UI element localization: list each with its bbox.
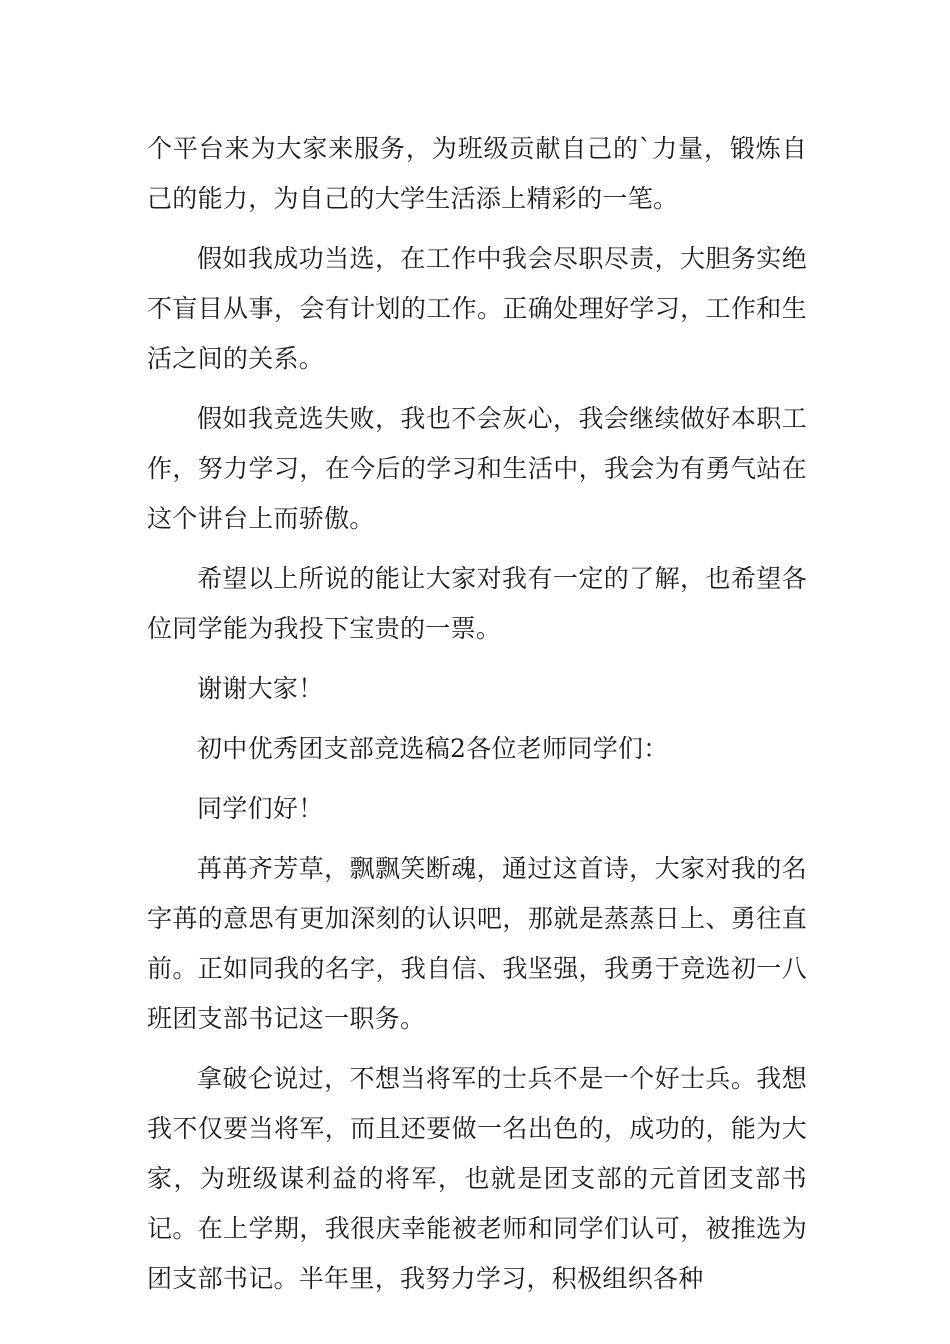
paragraph-if-elected: 假如我成功当选，在工作中我会尽职尽责，大胆务实绝不盲目从事，会有计划的工作。正确处理好学习，工作和生活之间的关系。: [147, 244, 807, 373]
paragraph-speech-2-heading: 初中优秀团支部竞选稿2各位老师同学们：: [197, 734, 669, 763]
paragraph-continuation: 个平台来为大家来服务，为班级贡献自己的`力量，锻炼自己的能力，为自己的大学生活添上精彩的一笔。: [147, 134, 807, 213]
paragraph-thanks: 谢谢大家！: [197, 674, 324, 703]
paragraph-poem-intro: 苒苒齐芳草，飘飘笑断魂，通过这首诗，大家对我的名字苒的意思有更加深刻的认识吧，那就是蒸蒸日上、勇往直前。正如同我的名字，我自信、我坚强，我勇于竞选初一八班团支部书记这一职务。: [147, 854, 807, 1033]
paragraph-hope: 希望以上所说的能让大家对我有一定的了解，也希望各位同学能为我投下宝贵的一票。: [147, 564, 807, 643]
document-body: [147, 124, 807, 1314]
paragraph-if-defeated: 假如我竞选失败，我也不会灰心，我会继续做好本职工作，努力学习，在今后的学习和生活中，我会为有勇气站在这个讲台上而骄傲。: [147, 404, 807, 533]
paragraph-napoleon: 拿破仑说过，不想当将军的士兵不是一个好士兵。我想我不仅要当将军，而且还要做一名出色的，成功的，能为大家，为班级谋利益的将军，也就是团支部的元首团支部书记。在上学期，我很庆幸能被老师和同学们认可，被推选为团支部书记。半年里，我努力学习，积极组织各种: [147, 1064, 807, 1293]
paragraph-greeting: 同学们好！: [197, 794, 324, 823]
